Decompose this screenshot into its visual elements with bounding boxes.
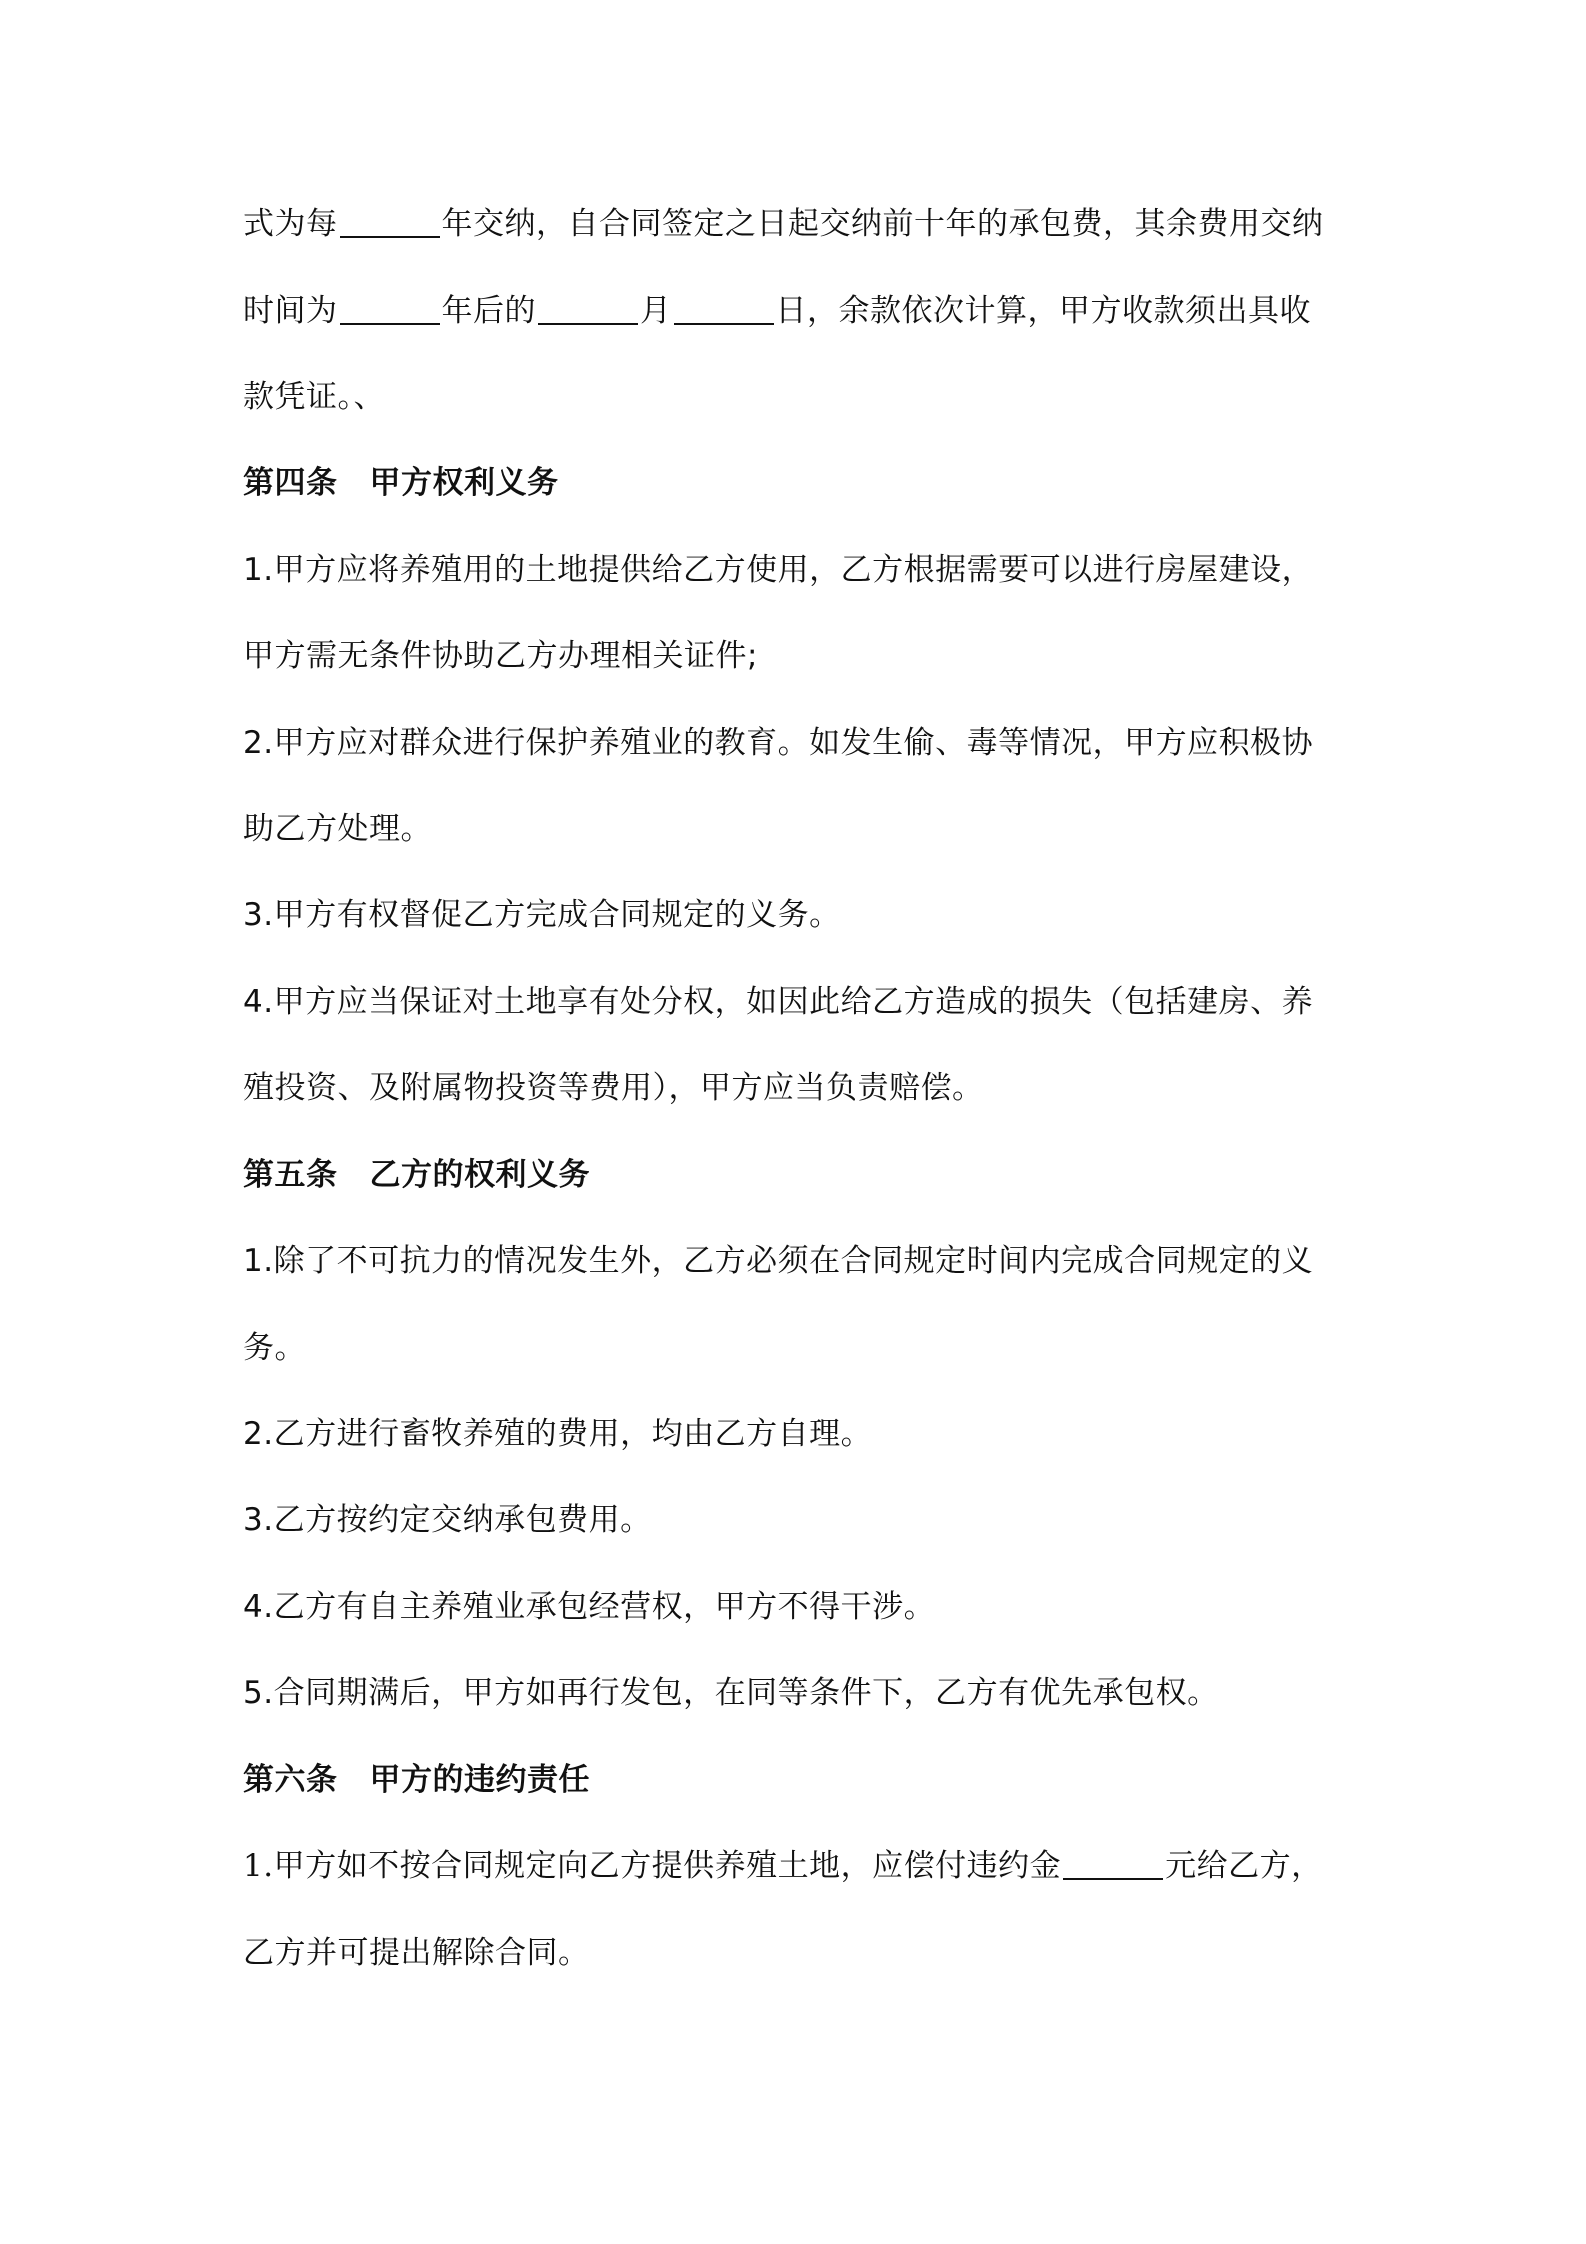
paragraph-line: 4.甲方应当保证对土地享有处分权，如因此给乙方造成的损失（包括建房、养: [243, 984, 1314, 1020]
text: 年后的: [441, 293, 536, 329]
paragraph-line: 2.乙方进行畜牧养殖的费用，均由乙方自理。: [243, 1416, 873, 1452]
article-heading: [243, 463, 1363, 503]
text: 甲方如不按合同规定向乙方提供养殖土地，应偿付违约金: [273, 1848, 1062, 1884]
paragraph-line: 3.乙方按约定交纳承包费用。: [243, 1502, 652, 1538]
article-heading: [243, 1155, 1363, 1195]
fill-in-blank: [1063, 1848, 1163, 1880]
article-title: 甲方权利义务: [369, 465, 559, 501]
text: 式为每: [243, 206, 338, 242]
paragraph-line: 甲方需无条件协助乙方办理相关证件;: [243, 638, 758, 674]
fill-in-blank: [340, 293, 440, 325]
text: 元给乙方，: [1165, 1848, 1323, 1884]
paragraph-line: [243, 1846, 1363, 1886]
item-number: 1.: [243, 1848, 274, 1884]
article-number: 第四条: [243, 465, 338, 501]
paragraph-line: 款凭证。、: [243, 379, 385, 415]
paragraph-line: 1.甲方应将养殖用的土地提供给乙方使用，乙方根据需要可以进行房屋建设，: [243, 552, 1314, 588]
article-number: 第五条: [243, 1157, 338, 1193]
fill-in-blank: [340, 206, 440, 238]
paragraph-line: 务。: [243, 1330, 306, 1366]
fill-in-blank: [538, 293, 638, 325]
article-heading: [243, 1760, 1363, 1800]
paragraph-line: 乙方并可提出解除合同。: [243, 1935, 590, 1971]
paragraph-line: 4.乙方有自主养殖业承包经营权，甲方不得干涉。: [243, 1589, 936, 1625]
paragraph-line: 2.甲方应对群众进行保护养殖业的教育。如发生偷、毒等情况，甲方应积极协: [243, 725, 1314, 761]
text: 时间为: [243, 293, 338, 329]
article-title: 甲方的违约责任: [369, 1762, 590, 1798]
article-number: 第六条: [243, 1762, 338, 1798]
paragraph-line: 1.除了不可抗力的情况发生外，乙方必须在合同规定时间内完成合同规定的义: [243, 1243, 1314, 1279]
text: 年交纳，自合同签定之日起交纳前十年的承包费，其余费用交纳: [441, 206, 1324, 242]
article-title: 乙方的权利义务: [369, 1157, 590, 1193]
paragraph-line: [243, 204, 1363, 244]
paragraph-line: 助乙方处理。: [243, 811, 432, 847]
fill-in-blank: [674, 293, 774, 325]
paragraph-line: [243, 291, 1363, 331]
paragraph-line: 殖投资、及附属物投资等费用），甲方应当负责赔偿。: [243, 1070, 984, 1106]
text: 月: [640, 293, 672, 329]
text: 日，余款依次计算，甲方收款须出具收: [775, 293, 1311, 329]
paragraph-line: 5.合同期满后，甲方如再行发包，在同等条件下，乙方有优先承包权。: [243, 1675, 1219, 1711]
paragraph-line: 3.甲方有权督促乙方完成合同规定的义务。: [243, 897, 841, 933]
